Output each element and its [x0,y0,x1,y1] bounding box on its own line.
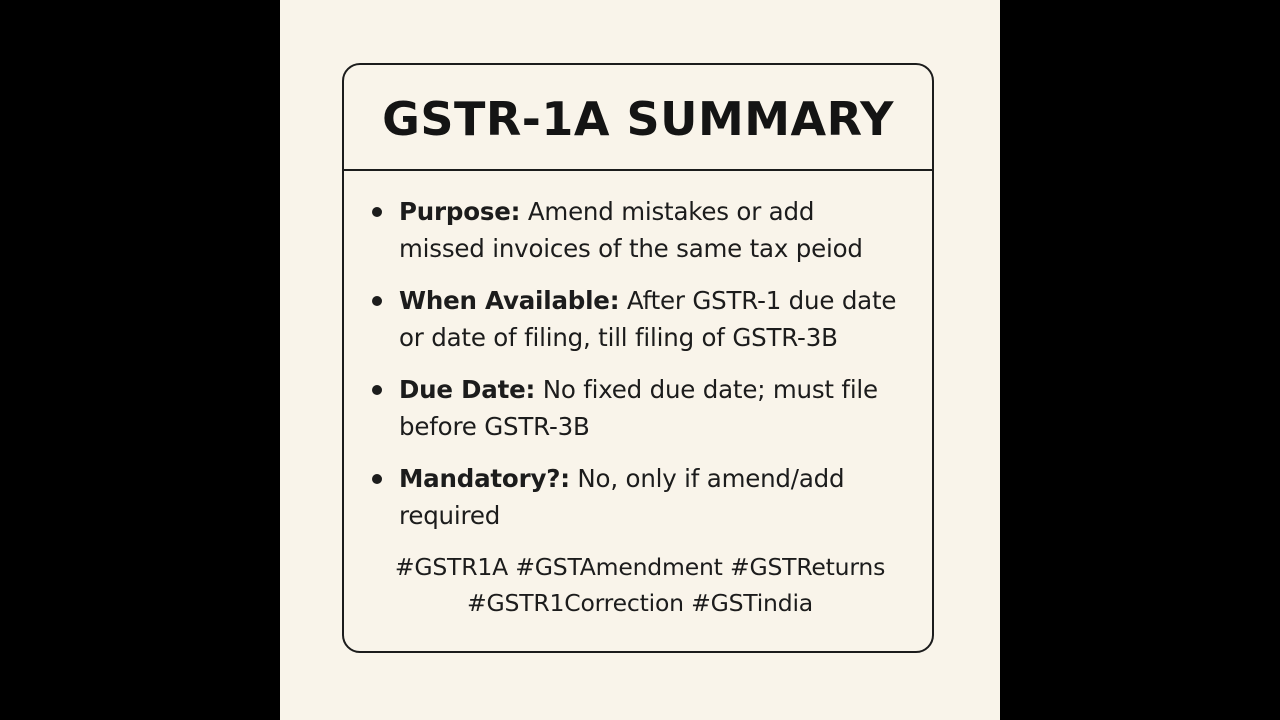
item-label: When Available: [399,286,620,315]
item-text: No, only if amend/add required [399,464,845,530]
hashtags [344,549,936,621]
summary-page [280,0,1000,720]
card-header [344,65,932,171]
list-item-due-date [370,371,930,445]
item-label: Purpose: [399,197,521,226]
list-item-when-available [370,282,930,356]
list-item-mandatory [370,460,930,534]
item-text: After GSTR-1 due date or date of filing, till filing of GSTR-3B [399,286,897,352]
item-label: Mandatory?: [399,464,570,493]
item-text: No fixed due date; must file before GSTR-3B [399,375,878,441]
bullet-icon [372,207,382,217]
summary-card [342,63,934,653]
hashtag-line-2: #GSTR1Correction #GSTindia [466,589,813,617]
summary-list [370,193,930,549]
hashtag-line-1: #GSTR1A #GSTAmendment #GSTReturns [394,553,886,581]
bullet-icon [372,385,382,395]
item-text: Amend mistakes or add missed invoices of the same tax peiod [399,197,863,263]
item-label: Due Date: [399,375,536,404]
bullet-icon [372,296,382,306]
card-title: GSTR-1A SUMMARY [382,92,894,146]
list-item-purpose [370,193,930,267]
bullet-icon [372,474,382,484]
